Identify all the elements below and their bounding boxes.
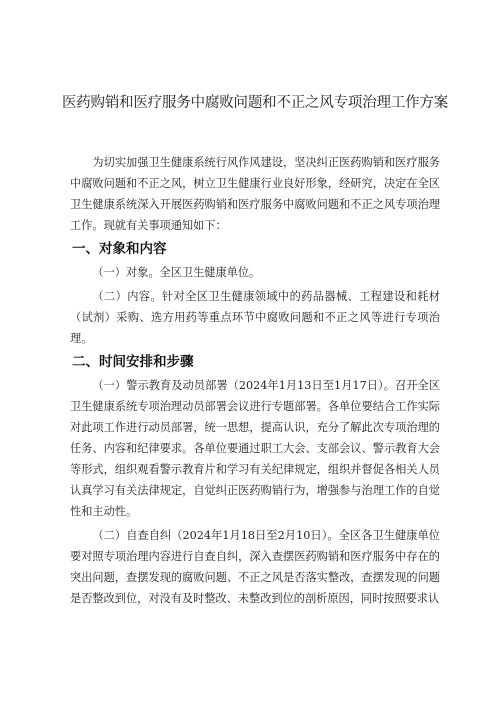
section-heading-2: 二、时间安排和步骤	[72, 354, 194, 370]
section1-item1: （一）对象。全区卫生健康单位。	[92, 266, 261, 279]
document-title: 医药购销和医疗服务中腐败问题和不正之风专项治理工作方案	[61, 95, 449, 111]
document-body	[70, 152, 440, 609]
section1-item2: （二）内容。针对全区卫生健康领域中的药品器械、工程建设和耗材（试剂）采购、选方用药等重点环节中腐败问题和不正之风等进行专项治理。	[70, 290, 440, 345]
section2-item1: （一）警示教育及动员部署（2024年1月13日至1月17日）。召开全区卫生健康系统专项治理动员部署会议进行专题部署。各单位要结合工作实际对此项工作进行动员部署，统一思想，提高认识，充分了解此次专项治理的任务、内容和纪律要求。各单位要通过职工大会、支部会议、警示教育大会等形式，组织观看警示教育片和学习有关纪律规定，组织并督促各相关人员认真学习有关法律规定，自觉纠正医药购销行为，增强参与治理工作的自觉性和主动性。	[70, 379, 440, 518]
section-heading-1: 一、对象和内容	[72, 241, 167, 257]
section2-item2: （二）自查自纠（2024年1月18日至2月10日）。全区各卫生健康单位要对照专项治理内容进行自查自纠，深入查摆医药购销和医疗服务中存在的突出问题，查摆发现的腐败问题、不正之风是否落实整改，查摆发现的问题是否整改到位，对没有及时整改、未整改到位的剖析原因，同时按照要求认	[70, 529, 440, 605]
intro-paragraph: 为切实加强卫生健康系统行风作风建设，坚决纠正医药购销和医疗服务中腐败问题和不正之风，树立卫生健康行业良好形象，经研究，决定在全区卫生健康系统深入开展医药购销和医疗服务中腐败问题和不正之风专项治理工作。现就有关事项通知如下：	[70, 156, 440, 232]
